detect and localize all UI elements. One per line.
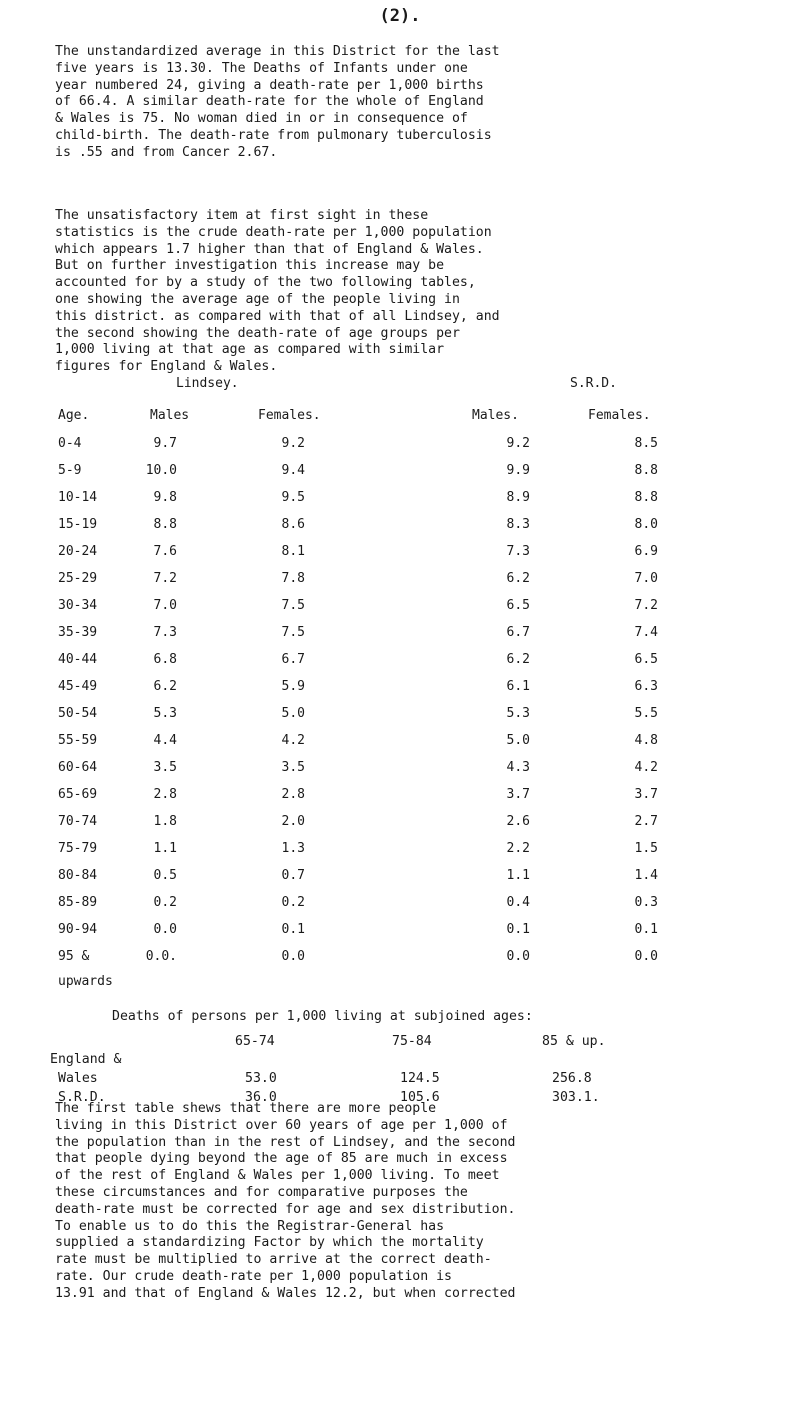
table-row: [0, 895, 800, 917]
srd-males-cell: 5.3: [506, 706, 530, 721]
header-65-74: 65-74: [235, 1034, 275, 1049]
srd-females-cell: 4.8: [634, 733, 658, 748]
table-row: [0, 787, 800, 809]
group-srd: S.R.D.: [570, 376, 617, 391]
srd-males-cell: 6.7: [506, 625, 530, 640]
england-75-84: 124.5: [400, 1071, 440, 1086]
srd-85-up: 303.1.: [552, 1090, 600, 1105]
srd-males-cell: 9.9: [506, 463, 530, 478]
col-age: Age.: [58, 408, 90, 423]
table-row: [0, 679, 800, 701]
age-cell: 70-74: [58, 814, 98, 829]
lindsey-males-cell: 1.1: [153, 841, 177, 856]
lindsey-females-cell: 1.3: [281, 841, 305, 856]
paragraph-infant-deaths: The unstandardized average in this District for the last five years is 13.30. The Deaths of Infants under one year numbered 24, giving a death-rate per 1,000 births of 66.4. A similar death-rate for the whole of England & Wales is 75. No woman died in or in consequence of child-birth. The death-rate from pulmonary tuberculosis is .55 and from Cancer 2.67.: [55, 44, 500, 160]
age-cell: 45-49: [58, 679, 98, 694]
srd-males-cell: 3.7: [506, 787, 530, 802]
lindsey-females-cell: 7.5: [281, 625, 305, 640]
lindsey-females-cell: 2.0: [281, 814, 305, 829]
srd-females-cell: 6.3: [634, 679, 658, 694]
srd-females-cell: 8.8: [634, 490, 658, 505]
header-85-up: 85 & up.: [542, 1034, 606, 1049]
age-cell: 0-4: [58, 436, 82, 451]
table-row: [0, 544, 800, 566]
deaths-table-title: Deaths of persons per 1,000 living at subjoined ages:: [112, 1009, 533, 1024]
srd-males-cell: 6.2: [506, 652, 530, 667]
table-row: [0, 733, 800, 755]
srd-females-cell: 7.2: [634, 598, 658, 613]
table-row: [0, 625, 800, 647]
table-row: [0, 463, 800, 485]
table-row: [0, 436, 800, 458]
age-cell: 80-84: [58, 868, 98, 883]
srd-males-cell: 8.9: [506, 490, 530, 505]
lindsey-females-cell: 9.4: [281, 463, 305, 478]
table-row: [0, 652, 800, 674]
lindsey-males-cell: 7.3: [153, 625, 177, 640]
lindsey-females-cell: 8.1: [281, 544, 305, 559]
lindsey-males-cell: 0.2: [153, 895, 177, 910]
age-cell: 75-79: [58, 841, 98, 856]
srd-males-cell: 0.4: [506, 895, 530, 910]
srd-males-cell: 9.2: [506, 436, 530, 451]
label-england: England &: [50, 1052, 122, 1067]
srd-males-cell: 0.1: [506, 922, 530, 937]
srd-males-cell: 2.6: [506, 814, 530, 829]
srd-males-cell: 7.3: [506, 544, 530, 559]
table-row: [0, 760, 800, 782]
upwards-label: upwards: [58, 974, 113, 989]
lindsey-males-cell: 7.2: [153, 571, 177, 586]
table-row: [0, 868, 800, 890]
paragraph-standardizing: The first table shews that there are more people living in this District over 60 years of age per 1,000 of the population than in the rest of Lindsey, and the second that people dying beyond the age of 85 are much in excess of the rest of England & Wales per 1,000 living. To meet these circumstances and for comparative purposes the death-rate must be corrected for age and sex distribution. To enable us to do this the Registrar-General has supplied a standardizing Factor by which the mortality rate must be multiplied to arrive at the correct death- rate. Our crude death-rate per 1,000 population is 13.91 and that of England & Wales 12.2, but when corrected: [55, 1101, 516, 1301]
lindsey-males-cell: 0.5: [153, 868, 177, 883]
lindsey-males-cell: 7.0: [153, 598, 177, 613]
lindsey-females-cell: 0.1: [281, 922, 305, 937]
srd-females-cell: 0.3: [634, 895, 658, 910]
srd-males-cell: 8.3: [506, 517, 530, 532]
age-cell: 25-29: [58, 571, 98, 586]
table-row: [0, 490, 800, 512]
srd-females-cell: 5.5: [634, 706, 658, 721]
age-cell: 40-44: [58, 652, 98, 667]
lindsey-males-cell: 8.8: [153, 517, 177, 532]
lindsey-males-cell: 7.6: [153, 544, 177, 559]
age-cell: 85-89: [58, 895, 98, 910]
col-lindsey-males: Males: [150, 408, 190, 423]
label-srd: S.R.D.: [58, 1090, 106, 1105]
lindsey-females-cell: 0.0: [281, 949, 305, 964]
england-85-up: 256.8: [552, 1071, 592, 1086]
srd-females-cell: 8.8: [634, 463, 658, 478]
srd-65-74: 36.0: [245, 1090, 277, 1105]
lindsey-females-cell: 9.2: [281, 436, 305, 451]
lindsey-males-cell: 2.8: [153, 787, 177, 802]
lindsey-females-cell: 8.6: [281, 517, 305, 532]
col-lindsey-females: Females.: [258, 408, 321, 423]
srd-males-cell: 2.2: [506, 841, 530, 856]
lindsey-males-cell: 0.0.: [145, 949, 177, 964]
lindsey-males-cell: 6.8: [153, 652, 177, 667]
srd-females-cell: 8.0: [634, 517, 658, 532]
lindsey-males-cell: 9.7: [153, 436, 177, 451]
srd-females-cell: 0.0: [634, 949, 658, 964]
lindsey-females-cell: 0.7: [281, 868, 305, 883]
header-75-84: 75-84: [392, 1034, 432, 1049]
age-cell: 10-14: [58, 490, 98, 505]
age-cell: 90-94: [58, 922, 98, 937]
age-cell: 55-59: [58, 733, 98, 748]
lindsey-females-cell: 7.5: [281, 598, 305, 613]
lindsey-females-cell: 3.5: [281, 760, 305, 775]
srd-75-84: 105.6: [400, 1090, 440, 1105]
srd-females-cell: 6.9: [634, 544, 658, 559]
age-cell: 20-24: [58, 544, 98, 559]
lindsey-females-cell: 2.8: [281, 787, 305, 802]
age-cell: 15-19: [58, 517, 98, 532]
srd-females-cell: 3.7: [634, 787, 658, 802]
age-cell: 60-64: [58, 760, 98, 775]
table-row: [0, 841, 800, 863]
lindsey-males-cell: 10.0: [145, 463, 177, 478]
col-srd-females: Females.: [588, 408, 651, 423]
group-lindsey: Lindsey.: [176, 376, 239, 391]
col-srd-males: Males.: [472, 408, 519, 423]
table-row: [0, 706, 800, 728]
srd-females-cell: 0.1: [634, 922, 658, 937]
lindsey-males-cell: 3.5: [153, 760, 177, 775]
england-65-74: 53.0: [245, 1071, 277, 1086]
age-cell: 50-54: [58, 706, 98, 721]
lindsey-males-cell: 4.4: [153, 733, 177, 748]
srd-males-cell: 6.5: [506, 598, 530, 613]
age-cell: 65-69: [58, 787, 98, 802]
srd-males-cell: 5.0: [506, 733, 530, 748]
lindsey-males-cell: 1.8: [153, 814, 177, 829]
page-number: (2).: [379, 6, 421, 26]
srd-males-cell: 0.0: [506, 949, 530, 964]
table-row: [0, 949, 800, 971]
srd-females-cell: 6.5: [634, 652, 658, 667]
lindsey-females-cell: 6.7: [281, 652, 305, 667]
table-row: [0, 598, 800, 620]
srd-females-cell: 4.2: [634, 760, 658, 775]
srd-females-cell: 8.5: [634, 436, 658, 451]
srd-males-cell: 6.1: [506, 679, 530, 694]
srd-females-cell: 7.4: [634, 625, 658, 640]
table-row: [0, 814, 800, 836]
lindsey-females-cell: 5.0: [281, 706, 305, 721]
table-row: [0, 517, 800, 539]
lindsey-females-cell: 5.9: [281, 679, 305, 694]
srd-females-cell: 1.4: [634, 868, 658, 883]
lindsey-males-cell: 5.3: [153, 706, 177, 721]
srd-females-cell: 7.0: [634, 571, 658, 586]
label-wales: Wales: [58, 1071, 98, 1086]
srd-females-cell: 1.5: [634, 841, 658, 856]
lindsey-males-cell: 6.2: [153, 679, 177, 694]
srd-males-cell: 6.2: [506, 571, 530, 586]
lindsey-females-cell: 0.2: [281, 895, 305, 910]
srd-males-cell: 4.3: [506, 760, 530, 775]
paragraph-death-rate: The unsatisfactory item at first sight in these statistics is the crude death-rate per 1,000 population which appears 1.7 higher than that of England & Wales. But on further investigation this increase may be accounted for by a study of the two following tables, one showing the average age of the people living in this district. as compared with that of all Lindsey, and the second showing the death-rate of age groups per 1,000 living at that age as compared with similar figures for England & Wales.: [55, 208, 500, 375]
lindsey-males-cell: 9.8: [153, 490, 177, 505]
srd-females-cell: 2.7: [634, 814, 658, 829]
age-cell: 95 &: [58, 949, 90, 964]
table-row: [0, 922, 800, 944]
lindsey-males-cell: 0.0: [153, 922, 177, 937]
age-cell: 5-9: [58, 463, 82, 478]
lindsey-females-cell: 7.8: [281, 571, 305, 586]
srd-males-cell: 1.1: [506, 868, 530, 883]
age-cell: 30-34: [58, 598, 98, 613]
lindsey-females-cell: 9.5: [281, 490, 305, 505]
table-row: [0, 571, 800, 593]
lindsey-females-cell: 4.2: [281, 733, 305, 748]
age-cell: 35-39: [58, 625, 98, 640]
